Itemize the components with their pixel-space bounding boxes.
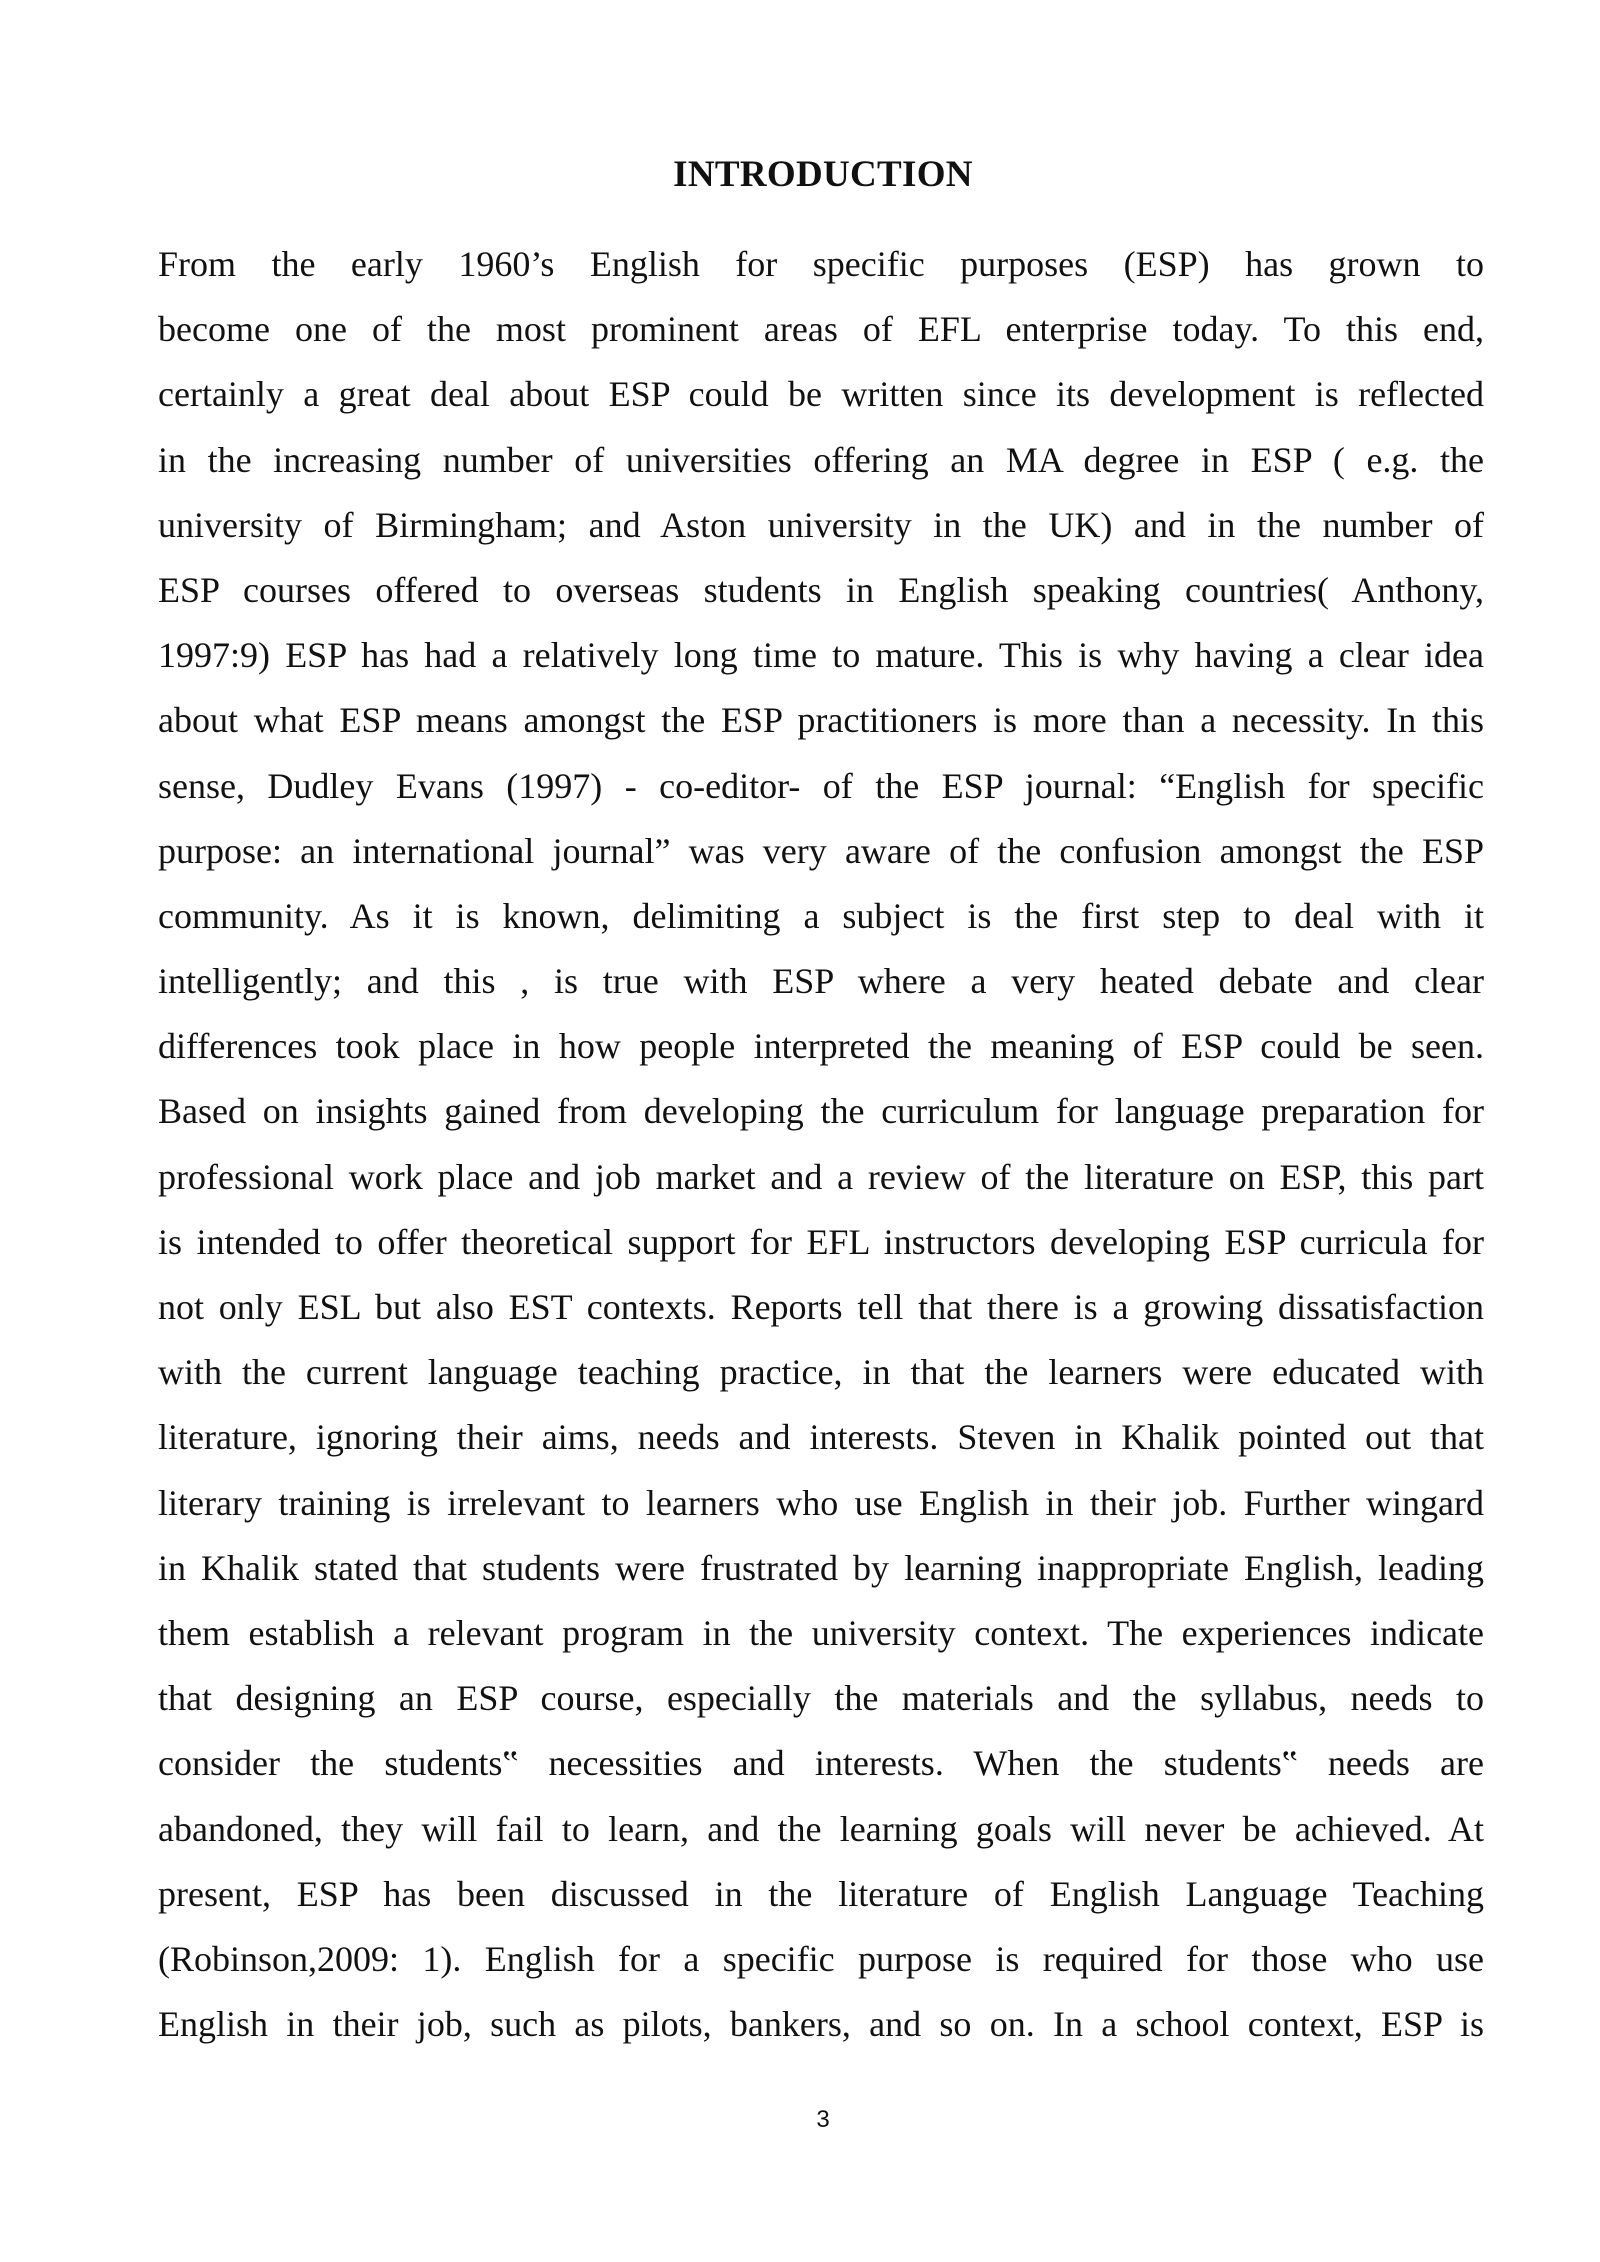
text-line-content: is intended to offer theoretical support for EFL instructors developing ESP curricula for [158, 1221, 1484, 1262]
text-line [158, 493, 1484, 558]
text-line [158, 1666, 1484, 1731]
text-line [158, 1471, 1484, 1536]
text-line [158, 1862, 1484, 1927]
text-line [158, 1992, 1484, 2057]
text-line-content: with the current language teaching practice, in that the learners were educated with [158, 1352, 1484, 1393]
text-line [158, 1405, 1484, 1470]
text-line [158, 428, 1484, 493]
text-line [158, 362, 1484, 427]
page-heading: INTRODUCTION [673, 154, 973, 195]
text-line [158, 1601, 1484, 1666]
text-line-content: them establish a relevant program in the university context. The experiences indicate [158, 1612, 1484, 1653]
text-line [158, 297, 1484, 362]
text-line [158, 1210, 1484, 1275]
text-line-content: 1997:9) ESP has had a relatively long time to mature. This is why having a clear idea [158, 635, 1484, 676]
text-line-content: (Robinson,2009: 1). English for a specific purpose is required for those who use [158, 1938, 1484, 1979]
page-number: 3 [816, 2106, 830, 2133]
text-line-content: From the early 1960’s English for specific purposes (ESP) has grown to [158, 244, 1484, 284]
text-line-content: sense, Dudley Evans (1997) - co-editor- of the ESP journal: “English for specific [158, 765, 1484, 806]
text-line [158, 1275, 1484, 1340]
text-line [158, 1145, 1484, 1210]
text-line-content: consider the students‟ necessities and interests. When the students‟ needs are [158, 1743, 1484, 1784]
text-line-content: differences took place in how people interpreted the meaning of ESP could be seen. [158, 1026, 1484, 1067]
text-line [158, 688, 1484, 753]
text-line-content: certainly a great deal about ESP could be written since its development is reflected [158, 374, 1484, 415]
text-line [158, 232, 1484, 297]
text-line-content: in the increasing number of universities offering an MA degree in ESP ( e.g. the [158, 439, 1484, 480]
text-line-content: ESP courses offered to overseas students in English speaking countries( Anthony, [158, 569, 1484, 610]
text-line-content: present, ESP has been discussed in the literature of English Language Teaching [158, 1873, 1484, 1914]
text-line [158, 1731, 1484, 1796]
text-line-content: that designing an ESP course, especially the materials and the syllabus, needs to [158, 1678, 1484, 1719]
text-line [158, 819, 1484, 884]
text-line [158, 884, 1484, 949]
text-line-content: abandoned, they will fail to learn, and the learning goals will never be achieved. At [158, 1808, 1484, 1849]
text-line-content: literature, ignoring their aims, needs and interests. Steven in Khalik pointed out that [158, 1417, 1484, 1458]
text-line [158, 754, 1484, 819]
text-line-content: purpose: an international journal” was very aware of the confusion amongst the ESP [158, 830, 1484, 871]
text-line-content: not only ESL but also EST contexts. Reports tell that there is a growing dissatisfaction [158, 1287, 1484, 1327]
text-line [158, 1340, 1484, 1405]
text-line-content: Based on insights gained from developing the curriculum for language preparation for [158, 1091, 1484, 1132]
text-line [158, 1536, 1484, 1601]
text-line [158, 623, 1484, 688]
text-line [158, 1014, 1484, 1079]
text-line [158, 949, 1484, 1014]
text-line-content: university of Birmingham; and Aston university in the UK) and in the number of [158, 504, 1484, 545]
text-line [158, 1927, 1484, 1992]
text-line [158, 558, 1484, 623]
text-line-content: about what ESP means amongst the ESP practitioners is more than a necessity. In this [158, 700, 1484, 741]
text-line-content: professional work place and job market and a review of the literature on ESP, this part [158, 1156, 1484, 1197]
text-line-content: literary training is irrelevant to learners who use English in their job. Further wingard [158, 1482, 1484, 1523]
body-paragraph [158, 232, 1484, 2057]
text-line-content: community. As it is known, delimiting a subject is the first step to deal with it [158, 895, 1484, 936]
text-line-content: become one of the most prominent areas of EFL enterprise today. To this end, [158, 309, 1484, 350]
text-line-content: in Khalik stated that students were frustrated by learning inappropriate English, leading [158, 1547, 1484, 1588]
text-line-content: English in their job, such as pilots, bankers, and so on. In a school context, ESP is [158, 2004, 1484, 2045]
text-line [158, 1797, 1484, 1862]
text-line [158, 1079, 1484, 1144]
text-line-content: intelligently; and this , is true with ESP where a very heated debate and clear [158, 961, 1484, 1002]
